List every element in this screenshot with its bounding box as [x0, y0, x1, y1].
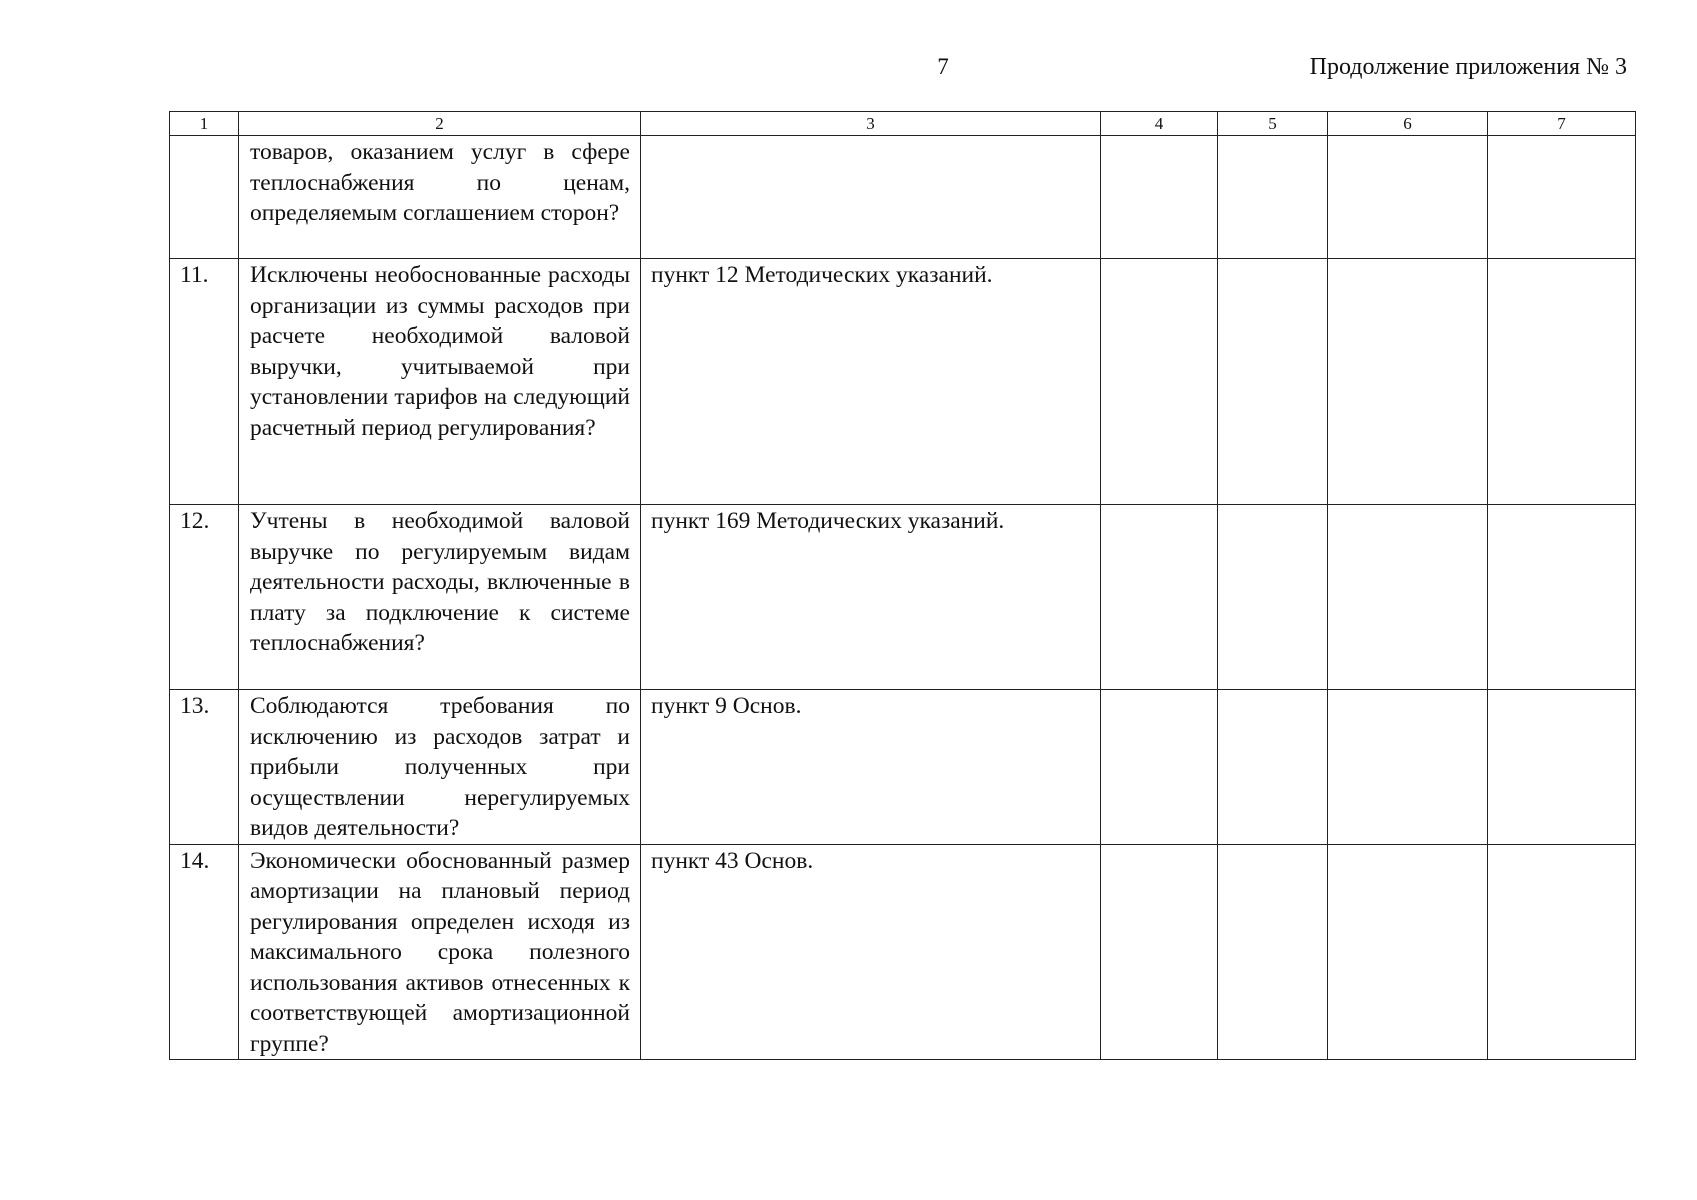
answer-cell-col7 [1488, 505, 1636, 690]
answer-cell-col6 [1328, 690, 1488, 845]
row-number: 13. [170, 690, 239, 845]
answer-cell-col5 [1218, 505, 1328, 690]
table-row [170, 844, 1636, 1060]
answer-cell-col5 [1218, 136, 1328, 259]
column-header-6: 6 [1328, 112, 1488, 136]
column-header-7: 7 [1488, 112, 1636, 136]
legal-reference: пункт 43 Основ. [641, 844, 1101, 1060]
question-text: товаров, оказанием услуг в сфере теплоснабжения по ценам, определяемым соглашением сторон? [239, 136, 641, 259]
checklist-table [169, 111, 1636, 1060]
table-row [170, 690, 1636, 845]
table-row [170, 136, 1636, 259]
appendix-continuation-note: Продолжение приложения № 3 [1309, 54, 1627, 80]
answer-cell-col4 [1101, 505, 1218, 690]
answer-cell-col7 [1488, 690, 1636, 845]
answer-cell-col7 [1488, 844, 1636, 1060]
answer-cell-col4 [1101, 844, 1218, 1060]
legal-reference: пункт 12 Методических указаний. [641, 259, 1101, 505]
answer-cell-col6 [1328, 259, 1488, 505]
column-number-row [170, 112, 1636, 136]
table-row [170, 259, 1636, 505]
table-row [170, 505, 1636, 690]
column-header-5: 5 [1218, 112, 1328, 136]
row-number [170, 136, 239, 259]
answer-cell-col6 [1328, 136, 1488, 259]
page-number: 7 [937, 54, 949, 79]
column-header-4: 4 [1101, 112, 1218, 136]
question-text: Исключены необоснованные расходы организации из суммы расходов при расчете необходимой валовой выручки, учитываемой при установлении тарифов на следующий расчетный период регулирования? [239, 259, 641, 505]
question-text: Экономически обоснованный размер амортизации на плановый период регулирования определен исходя из максимального срока полезного использования активов отнесенных к соответствующей амортизационной группе? [239, 844, 641, 1060]
column-header-3: 3 [641, 112, 1101, 136]
question-text: Учтены в необходимой валовой выручке по регулируемым видам деятельности расходы, включенные в плату за подключение к системе теплоснабжения? [239, 505, 641, 690]
answer-cell-col4 [1101, 259, 1218, 505]
answer-cell-col5 [1218, 259, 1328, 505]
answer-cell-col5 [1218, 844, 1328, 1060]
question-text: Соблюдаются требования по исключению из расходов затрат и прибыли полученных при осуществлении нерегулируемых видов деятельности? [239, 690, 641, 845]
row-number: 12. [170, 505, 239, 690]
answer-cell-col6 [1328, 844, 1488, 1060]
answer-cell-col4 [1101, 136, 1218, 259]
legal-reference [641, 136, 1101, 259]
column-header-1: 1 [170, 112, 239, 136]
row-number: 11. [170, 259, 239, 505]
answer-cell-col7 [1488, 136, 1636, 259]
column-header-2: 2 [239, 112, 641, 136]
answer-cell-col5 [1218, 690, 1328, 845]
answer-cell-col4 [1101, 690, 1218, 845]
answer-cell-col6 [1328, 505, 1488, 690]
legal-reference: пункт 9 Основ. [641, 690, 1101, 845]
answer-cell-col7 [1488, 259, 1636, 505]
row-number: 14. [170, 844, 239, 1060]
legal-reference: пункт 169 Методических указаний. [641, 505, 1101, 690]
